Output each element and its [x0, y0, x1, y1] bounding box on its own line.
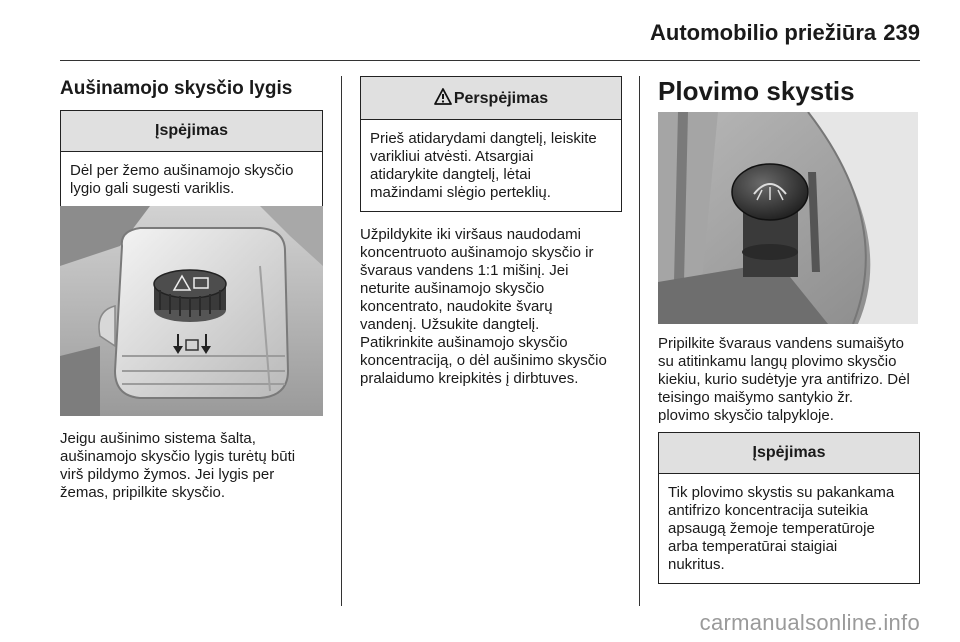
- text-line: Pripilkite švaraus vandens sumaišyto: [658, 335, 904, 352]
- notice-text: [659, 474, 919, 583]
- text-line: žemas, pripilkite skysčio.: [60, 484, 226, 501]
- text-line: apsaugą žemoje temperatūroje: [668, 520, 875, 537]
- text-line: koncentraciją, o dėl aušinimo skysčio: [360, 352, 607, 369]
- washer-fluid-heading: Plovimo skystis: [658, 76, 855, 106]
- column-divider-right: [639, 76, 640, 606]
- coolant-heading: Aušinamojo skysčio lygis: [60, 78, 293, 99]
- notice-title: Įspėjimas: [659, 433, 919, 474]
- text-line: Prieš atidarydami dangtelį, leiskite: [370, 130, 597, 147]
- text-line: teisingo maišymo santykio žr.: [658, 389, 854, 406]
- text-line: antifrizo koncentracija suteikia: [668, 502, 869, 519]
- header-rule: [60, 60, 920, 61]
- warning-triangle-icon: [434, 88, 452, 105]
- left-column: [60, 76, 323, 208]
- notice-text: Dėl per žemo aušinamojo skysčio lygio gali sugesti variklis.: [70, 162, 294, 197]
- text-line: arba temperatūrai staigiai: [668, 538, 838, 555]
- watermark: carmanualsonline.info: [699, 610, 920, 635]
- text-line: švaraus vandens 1:1 mišinį. Jei: [360, 262, 569, 279]
- washer-notice-box: [658, 432, 920, 584]
- middle-column: [360, 76, 622, 388]
- section-title: Automobilio priežiūra: [650, 20, 877, 45]
- washer-instructions: [658, 335, 938, 425]
- right-column: [658, 76, 920, 107]
- filling-instructions: [360, 226, 622, 388]
- warning-box: [360, 76, 622, 212]
- text-line: virš pildymo žymos. Jei lygis per: [60, 466, 275, 483]
- notice-title: Įspėjimas: [61, 111, 322, 152]
- warning-header: [361, 77, 621, 120]
- text-line: kiekiu, kurio sudėtyje yra antifrizo. Dėl: [658, 371, 910, 388]
- text-line: varikliui atvėsti. Atsargiai: [370, 148, 534, 165]
- text-line: vandenį. Užsukite dangtelį.: [360, 316, 540, 333]
- coolant-instructions: [60, 430, 330, 502]
- text-line: koncentruoto aušinamojo skysčio ir: [360, 244, 594, 261]
- text-line: koncentrato, naudokite švarų: [360, 298, 553, 315]
- page-number: 239: [883, 20, 920, 45]
- text-line: nukritus.: [668, 556, 725, 573]
- warning-text: [361, 120, 621, 211]
- text-line: aušinamojo skysčio lygis turėtų būti: [60, 448, 296, 465]
- warning-title: Perspėjimas: [453, 90, 549, 107]
- text-line: Jeigu aušinimo sistema šalta,: [60, 430, 256, 447]
- text-line: Patikrinkite aušinamojo skysčio: [360, 334, 568, 351]
- text-line: neturite aušinamojo skysčio: [360, 280, 545, 297]
- text-line: su atitinkamu langų plovimo skysčio: [658, 353, 897, 370]
- text-line: pralaidumo kreipkitės į dirbtuves.: [360, 370, 579, 387]
- coolant-reservoir-image: [60, 206, 323, 416]
- text-line: plovimo skysčio talpykloje.: [658, 407, 834, 424]
- washer-fluid-image: [658, 112, 918, 324]
- text-line: Užpildykite iki viršaus naudodami: [360, 226, 581, 243]
- text-line: Tik plovimo skystis su pakankama: [668, 484, 895, 501]
- column-divider-left: [341, 76, 342, 606]
- coolant-notice-box: [60, 110, 323, 208]
- text-line: atidarykite dangtelį, lėtai: [370, 166, 531, 183]
- text-line: mažindami slėgio perteklių.: [370, 184, 551, 201]
